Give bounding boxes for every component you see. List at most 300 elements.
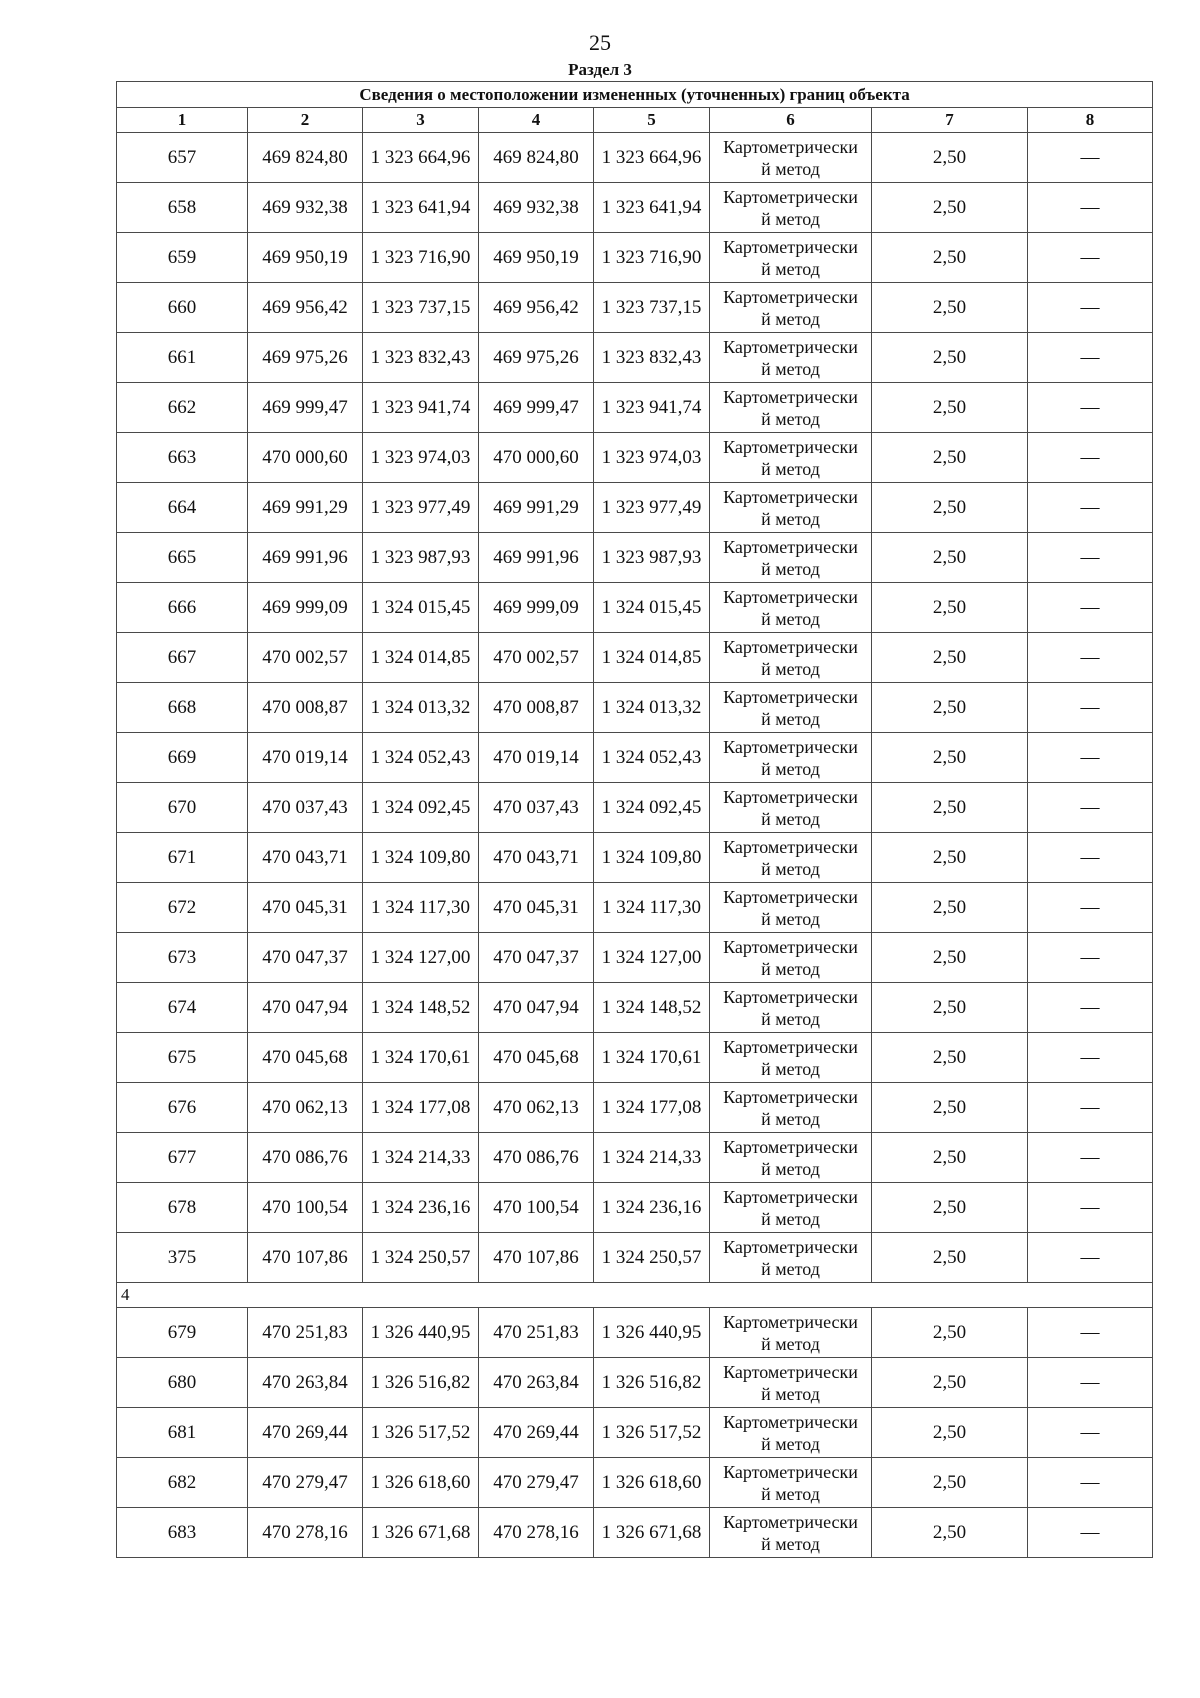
x-new-cell: 470 100,54: [479, 1183, 594, 1233]
table-row: [117, 383, 1153, 433]
x-new-cell: 470 251,83: [479, 1308, 594, 1358]
point-number-cell: 681: [117, 1408, 248, 1458]
note-dash-cell: —: [1028, 783, 1153, 833]
accuracy-cell: 2,50: [872, 333, 1028, 383]
method-line-2: й метод: [761, 1533, 820, 1554]
x-new-cell: 470 045,68: [479, 1033, 594, 1083]
x-existing-cell: 469 824,80: [248, 133, 363, 183]
method-line-2: й метод: [761, 758, 820, 779]
y-new-cell: 1 326 440,95: [594, 1308, 710, 1358]
x-existing-cell: 470 037,43: [248, 783, 363, 833]
method-cell: [710, 533, 872, 583]
y-existing-cell: 1 323 664,96: [363, 133, 479, 183]
table-row: [117, 483, 1153, 533]
method-cell: [710, 733, 872, 783]
x-existing-cell: 470 279,47: [248, 1458, 363, 1508]
x-existing-cell: 469 991,96: [248, 533, 363, 583]
accuracy-cell: 2,50: [872, 1358, 1028, 1408]
y-existing-cell: 1 324 177,08: [363, 1083, 479, 1133]
method-line-1: Картометрически: [723, 786, 858, 807]
method-line-1: Картометрически: [723, 136, 858, 157]
method-line-1: Картометрически: [723, 586, 858, 607]
note-dash-cell: —: [1028, 1408, 1153, 1458]
table-row: [117, 283, 1153, 333]
x-existing-cell: 470 263,84: [248, 1358, 363, 1408]
section-title: Раздел 3: [568, 60, 632, 79]
method-cell: [710, 1508, 872, 1558]
x-new-cell: 470 279,47: [479, 1458, 594, 1508]
point-number-cell: 657: [117, 133, 248, 183]
accuracy-cell: 2,50: [872, 1408, 1028, 1458]
x-new-cell: 470 107,86: [479, 1233, 594, 1283]
y-new-cell: 1 323 664,96: [594, 133, 710, 183]
table-row: [117, 1083, 1153, 1133]
method-line-2: й метод: [761, 1258, 820, 1279]
point-number-cell: 665: [117, 533, 248, 583]
y-new-cell: 1 324 214,33: [594, 1133, 710, 1183]
note-dash-cell: —: [1028, 933, 1153, 983]
y-existing-cell: 1 323 641,94: [363, 183, 479, 233]
note-dash-cell: —: [1028, 1358, 1153, 1408]
x-new-cell: 470 037,43: [479, 783, 594, 833]
x-new-cell: 470 002,57: [479, 633, 594, 683]
method-cell: [710, 633, 872, 683]
table-row: [117, 533, 1153, 583]
x-new-cell: 469 824,80: [479, 133, 594, 183]
method-line-2: й метод: [761, 1058, 820, 1079]
x-new-cell: 470 062,13: [479, 1083, 594, 1133]
y-new-cell: 1 326 618,60: [594, 1458, 710, 1508]
method-line-1: Картометрически: [723, 986, 858, 1007]
y-new-cell: 1 323 974,03: [594, 433, 710, 483]
y-new-cell: 1 324 015,45: [594, 583, 710, 633]
point-number-cell: 661: [117, 333, 248, 383]
method-line-2: й метод: [761, 1208, 820, 1229]
method-line-2: й метод: [761, 558, 820, 579]
x-existing-cell: 470 269,44: [248, 1408, 363, 1458]
table-row: [117, 1308, 1153, 1358]
y-new-cell: 1 324 236,16: [594, 1183, 710, 1233]
table-body-part-2: [117, 1308, 1153, 1558]
y-new-cell: 1 323 987,93: [594, 533, 710, 583]
y-existing-cell: 1 324 117,30: [363, 883, 479, 933]
accuracy-cell: 2,50: [872, 1458, 1028, 1508]
method-line-1: Картометрически: [723, 1186, 858, 1207]
y-new-cell: 1 323 716,90: [594, 233, 710, 283]
method-line-2: й метод: [761, 808, 820, 829]
method-line-2: й метод: [761, 608, 820, 629]
point-number-cell: 677: [117, 1133, 248, 1183]
column-number: 6: [710, 108, 872, 133]
y-existing-cell: 1 324 014,85: [363, 633, 479, 683]
table-row: [117, 1183, 1153, 1233]
method-line-1: Картометрически: [723, 736, 858, 757]
x-new-cell: 470 000,60: [479, 433, 594, 483]
note-dash-cell: —: [1028, 533, 1153, 583]
note-dash-cell: —: [1028, 633, 1153, 683]
x-new-cell: 469 950,19: [479, 233, 594, 283]
note-dash-cell: —: [1028, 983, 1153, 1033]
x-existing-cell: 470 045,68: [248, 1033, 363, 1083]
y-new-cell: 1 323 737,15: [594, 283, 710, 333]
y-existing-cell: 1 324 109,80: [363, 833, 479, 883]
x-existing-cell: 469 999,47: [248, 383, 363, 433]
point-number-cell: 658: [117, 183, 248, 233]
x-new-cell: 470 086,76: [479, 1133, 594, 1183]
y-new-cell: 1 324 177,08: [594, 1083, 710, 1133]
method-line-2: й метод: [761, 358, 820, 379]
method-line-1: Картометрически: [723, 1086, 858, 1107]
note-dash-cell: —: [1028, 483, 1153, 533]
x-new-cell: 470 043,71: [479, 833, 594, 883]
y-existing-cell: 1 324 236,16: [363, 1183, 479, 1233]
x-new-cell: 470 047,37: [479, 933, 594, 983]
method-cell: [710, 1358, 872, 1408]
method-line-1: Картометрически: [723, 636, 858, 657]
column-number-row: [117, 108, 1153, 133]
note-dash-cell: —: [1028, 283, 1153, 333]
x-existing-cell: 469 991,29: [248, 483, 363, 533]
method-cell: [710, 1458, 872, 1508]
y-new-cell: 1 324 170,61: [594, 1033, 710, 1083]
accuracy-cell: 2,50: [872, 483, 1028, 533]
method-line-1: Картометрически: [723, 436, 858, 457]
point-number-cell: 375: [117, 1233, 248, 1283]
method-line-1: Картометрически: [723, 1361, 858, 1382]
method-cell: [710, 183, 872, 233]
table-row: [117, 683, 1153, 733]
point-number-cell: 662: [117, 383, 248, 433]
note-dash-cell: —: [1028, 683, 1153, 733]
y-new-cell: 1 324 014,85: [594, 633, 710, 683]
x-new-cell: 469 999,09: [479, 583, 594, 633]
group-separator: [117, 1283, 1153, 1308]
point-number-cell: 682: [117, 1458, 248, 1508]
x-existing-cell: 470 047,37: [248, 933, 363, 983]
note-dash-cell: —: [1028, 333, 1153, 383]
table-row: [117, 233, 1153, 283]
note-dash-cell: —: [1028, 133, 1153, 183]
y-new-cell: 1 324 013,32: [594, 683, 710, 733]
method-line-1: Картометрически: [723, 1311, 858, 1332]
note-dash-cell: —: [1028, 1233, 1153, 1283]
method-cell: [710, 1308, 872, 1358]
y-existing-cell: 1 323 832,43: [363, 333, 479, 383]
y-existing-cell: 1 326 516,82: [363, 1358, 479, 1408]
table-row: [117, 183, 1153, 233]
point-number-cell: 676: [117, 1083, 248, 1133]
note-dash-cell: —: [1028, 233, 1153, 283]
accuracy-cell: 2,50: [872, 1233, 1028, 1283]
point-number-cell: 680: [117, 1358, 248, 1408]
y-new-cell: 1 326 516,82: [594, 1358, 710, 1408]
accuracy-cell: 2,50: [872, 1183, 1028, 1233]
coordinates-table: [116, 81, 1153, 1558]
table-row: [117, 1033, 1153, 1083]
method-line-1: Картометрически: [723, 536, 858, 557]
accuracy-cell: 2,50: [872, 1308, 1028, 1358]
y-new-cell: 1 323 832,43: [594, 333, 710, 383]
table-row: [117, 1133, 1153, 1183]
table-row: [117, 1358, 1153, 1408]
x-new-cell: 470 047,94: [479, 983, 594, 1033]
method-cell: [710, 683, 872, 733]
accuracy-cell: 2,50: [872, 683, 1028, 733]
point-number-cell: 678: [117, 1183, 248, 1233]
method-line-2: й метод: [761, 908, 820, 929]
column-number: 5: [594, 108, 710, 133]
note-dash-cell: —: [1028, 433, 1153, 483]
note-dash-cell: —: [1028, 583, 1153, 633]
note-dash-cell: —: [1028, 1083, 1153, 1133]
x-existing-cell: 469 950,19: [248, 233, 363, 283]
y-new-cell: 1 326 517,52: [594, 1408, 710, 1458]
table-row: [117, 883, 1153, 933]
method-line-1: Картометрически: [723, 936, 858, 957]
y-existing-cell: 1 323 987,93: [363, 533, 479, 583]
table-row: [117, 1408, 1153, 1458]
column-number: 2: [248, 108, 363, 133]
method-cell: [710, 333, 872, 383]
table-row: [117, 833, 1153, 883]
method-line-1: Картометрически: [723, 1511, 858, 1532]
method-line-2: й метод: [761, 1333, 820, 1354]
point-number-cell: 669: [117, 733, 248, 783]
y-existing-cell: 1 323 974,03: [363, 433, 479, 483]
x-existing-cell: 470 008,87: [248, 683, 363, 733]
method-cell: [710, 983, 872, 1033]
method-line-1: Картометрически: [723, 186, 858, 207]
method-cell: [710, 1133, 872, 1183]
table-row: [117, 633, 1153, 683]
method-line-1: Картометрически: [723, 686, 858, 707]
accuracy-cell: 2,50: [872, 383, 1028, 433]
accuracy-cell: 2,50: [872, 733, 1028, 783]
table-row: [117, 583, 1153, 633]
y-existing-cell: 1 326 671,68: [363, 1508, 479, 1558]
point-number-cell: 674: [117, 983, 248, 1033]
y-existing-cell: 1 324 148,52: [363, 983, 479, 1033]
method-line-1: Картометрически: [723, 1136, 858, 1157]
table-row: [117, 133, 1153, 183]
method-cell: [710, 783, 872, 833]
x-new-cell: 470 008,87: [479, 683, 594, 733]
method-line-2: й метод: [761, 658, 820, 679]
method-cell: [710, 1408, 872, 1458]
x-new-cell: 469 991,96: [479, 533, 594, 583]
accuracy-cell: 2,50: [872, 783, 1028, 833]
x-existing-cell: 470 047,94: [248, 983, 363, 1033]
method-line-1: Картометрически: [723, 336, 858, 357]
point-number-cell: 660: [117, 283, 248, 333]
method-cell: [710, 1033, 872, 1083]
x-existing-cell: 470 019,14: [248, 733, 363, 783]
y-existing-cell: 1 323 737,15: [363, 283, 479, 333]
point-number-cell: 675: [117, 1033, 248, 1083]
method-line-2: й метод: [761, 158, 820, 179]
method-cell: [710, 1083, 872, 1133]
column-number: 4: [479, 108, 594, 133]
y-existing-cell: 1 326 618,60: [363, 1458, 479, 1508]
method-line-1: Картометрически: [723, 1411, 858, 1432]
accuracy-cell: 2,50: [872, 833, 1028, 883]
y-existing-cell: 1 324 127,00: [363, 933, 479, 983]
y-new-cell: 1 324 127,00: [594, 933, 710, 983]
x-existing-cell: 470 100,54: [248, 1183, 363, 1233]
table-row: [117, 733, 1153, 783]
accuracy-cell: 2,50: [872, 533, 1028, 583]
y-existing-cell: 1 324 170,61: [363, 1033, 479, 1083]
group-label: 4: [117, 1283, 1153, 1308]
method-line-2: й метод: [761, 1158, 820, 1179]
point-number-cell: 672: [117, 883, 248, 933]
note-dash-cell: —: [1028, 883, 1153, 933]
method-cell: [710, 433, 872, 483]
x-existing-cell: 470 251,83: [248, 1308, 363, 1358]
method-line-2: й метод: [761, 708, 820, 729]
y-existing-cell: 1 324 214,33: [363, 1133, 479, 1183]
x-new-cell: 470 278,16: [479, 1508, 594, 1558]
note-dash-cell: —: [1028, 1308, 1153, 1358]
method-line-1: Картометрически: [723, 1036, 858, 1057]
accuracy-cell: 2,50: [872, 583, 1028, 633]
accuracy-cell: 2,50: [872, 983, 1028, 1033]
accuracy-cell: 2,50: [872, 433, 1028, 483]
method-cell: [710, 583, 872, 633]
x-existing-cell: 469 932,38: [248, 183, 363, 233]
accuracy-cell: 2,50: [872, 183, 1028, 233]
point-number-cell: 668: [117, 683, 248, 733]
y-existing-cell: 1 326 440,95: [363, 1308, 479, 1358]
y-new-cell: 1 324 148,52: [594, 983, 710, 1033]
method-cell: [710, 133, 872, 183]
y-new-cell: 1 323 977,49: [594, 483, 710, 533]
accuracy-cell: 2,50: [872, 1133, 1028, 1183]
point-number-cell: 666: [117, 583, 248, 633]
accuracy-cell: 2,50: [872, 1083, 1028, 1133]
x-existing-cell: 469 999,09: [248, 583, 363, 633]
method-line-2: й метод: [761, 858, 820, 879]
y-existing-cell: 1 324 052,43: [363, 733, 479, 783]
y-new-cell: 1 326 671,68: [594, 1508, 710, 1558]
x-existing-cell: 470 062,13: [248, 1083, 363, 1133]
note-dash-cell: —: [1028, 833, 1153, 883]
method-line-1: Картометрически: [723, 386, 858, 407]
y-existing-cell: 1 324 015,45: [363, 583, 479, 633]
y-new-cell: 1 324 052,43: [594, 733, 710, 783]
x-existing-cell: 469 975,26: [248, 333, 363, 383]
y-new-cell: 1 324 250,57: [594, 1233, 710, 1283]
y-new-cell: 1 323 941,74: [594, 383, 710, 433]
table-row: [117, 933, 1153, 983]
point-number-cell: 664: [117, 483, 248, 533]
note-dash-cell: —: [1028, 1183, 1153, 1233]
point-number-cell: 663: [117, 433, 248, 483]
x-new-cell: 469 956,42: [479, 283, 594, 333]
method-line-2: й метод: [761, 958, 820, 979]
x-new-cell: 470 263,84: [479, 1358, 594, 1408]
x-existing-cell: 470 000,60: [248, 433, 363, 483]
accuracy-cell: 2,50: [872, 933, 1028, 983]
table-row: [117, 1508, 1153, 1558]
x-new-cell: 469 999,47: [479, 383, 594, 433]
method-cell: [710, 483, 872, 533]
x-new-cell: 470 045,31: [479, 883, 594, 933]
method-cell: [710, 833, 872, 883]
y-new-cell: 1 324 092,45: [594, 783, 710, 833]
y-existing-cell: 1 324 092,45: [363, 783, 479, 833]
point-number-cell: 670: [117, 783, 248, 833]
method-cell: [710, 383, 872, 433]
accuracy-cell: 2,50: [872, 1033, 1028, 1083]
x-existing-cell: 470 107,86: [248, 1233, 363, 1283]
y-new-cell: 1 324 117,30: [594, 883, 710, 933]
x-existing-cell: 470 045,31: [248, 883, 363, 933]
point-number-cell: 659: [117, 233, 248, 283]
table-row: [117, 433, 1153, 483]
point-number-cell: 671: [117, 833, 248, 883]
method-line-2: й метод: [761, 1383, 820, 1404]
accuracy-cell: 2,50: [872, 233, 1028, 283]
y-existing-cell: 1 324 250,57: [363, 1233, 479, 1283]
y-existing-cell: 1 323 977,49: [363, 483, 479, 533]
accuracy-cell: 2,50: [872, 883, 1028, 933]
method-line-1: Картометрически: [723, 236, 858, 257]
point-number-cell: 673: [117, 933, 248, 983]
y-existing-cell: 1 324 013,32: [363, 683, 479, 733]
table-caption: Сведения о местоположении измененных (уточненных) границ объекта: [117, 82, 1153, 108]
x-existing-cell: 469 956,42: [248, 283, 363, 333]
y-new-cell: 1 324 109,80: [594, 833, 710, 883]
method-line-2: й метод: [761, 208, 820, 229]
y-existing-cell: 1 323 941,74: [363, 383, 479, 433]
page-number: 25: [589, 30, 611, 55]
table-row: [117, 1458, 1153, 1508]
y-existing-cell: 1 323 716,90: [363, 233, 479, 283]
method-line-2: й метод: [761, 308, 820, 329]
column-number: 3: [363, 108, 479, 133]
method-line-1: Картометрически: [723, 1461, 858, 1482]
method-line-1: Картометрически: [723, 836, 858, 857]
method-line-2: й метод: [761, 508, 820, 529]
accuracy-cell: 2,50: [872, 133, 1028, 183]
point-number-cell: 679: [117, 1308, 248, 1358]
table-row: [117, 983, 1153, 1033]
method-line-2: й метод: [761, 1433, 820, 1454]
column-number: 7: [872, 108, 1028, 133]
table-row: [117, 333, 1153, 383]
note-dash-cell: —: [1028, 1033, 1153, 1083]
accuracy-cell: 2,50: [872, 1508, 1028, 1558]
method-cell: [710, 933, 872, 983]
table-row: [117, 783, 1153, 833]
x-existing-cell: 470 086,76: [248, 1133, 363, 1183]
method-cell: [710, 233, 872, 283]
method-line-1: Картометрически: [723, 486, 858, 507]
method-line-2: й метод: [761, 1483, 820, 1504]
method-line-2: й метод: [761, 408, 820, 429]
x-new-cell: 469 932,38: [479, 183, 594, 233]
x-existing-cell: 470 002,57: [248, 633, 363, 683]
method-cell: [710, 283, 872, 333]
method-cell: [710, 1183, 872, 1233]
y-new-cell: 1 323 641,94: [594, 183, 710, 233]
method-cell: [710, 883, 872, 933]
x-existing-cell: 470 278,16: [248, 1508, 363, 1558]
method-line-2: й метод: [761, 1108, 820, 1129]
accuracy-cell: 2,50: [872, 633, 1028, 683]
point-number-cell: 683: [117, 1508, 248, 1558]
